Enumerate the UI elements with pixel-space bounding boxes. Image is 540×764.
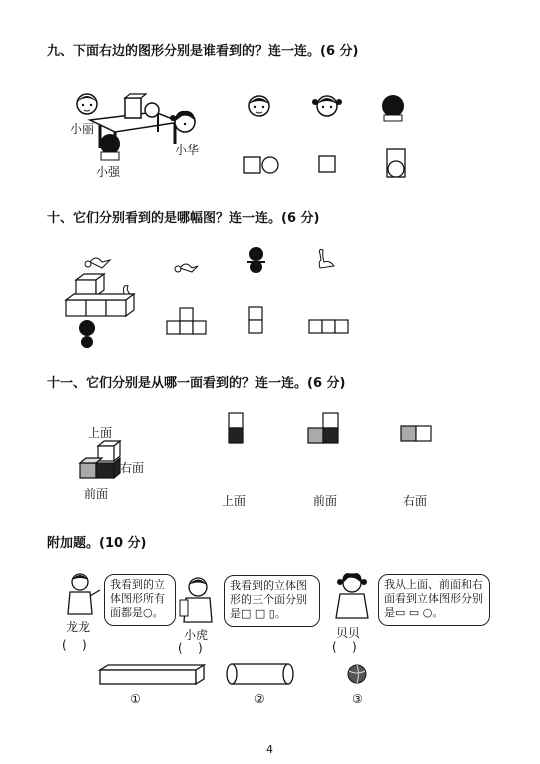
page-number: 4 xyxy=(266,743,273,756)
q9-view-1 xyxy=(243,154,283,176)
shape-label-2: ② xyxy=(254,692,265,706)
q10-bird-icon xyxy=(172,258,200,274)
cube-label-top: 上面 xyxy=(88,426,113,440)
bonus-title: 附加题。(10 分) xyxy=(47,536,147,551)
cuboid-shape xyxy=(96,664,216,688)
q10-swan-icon xyxy=(314,248,336,272)
q9-title: 九、下面右边的图形分别是谁看到的？连一连。(6 分) xyxy=(47,44,359,59)
kid-longlong-figure xyxy=(62,572,102,618)
q10-scene xyxy=(62,250,162,350)
kid-xiaoqiang-figure xyxy=(95,130,125,160)
q10-monkey-icon xyxy=(245,246,267,276)
q11-answer-3: 右面 xyxy=(403,494,428,508)
answer-blank-longlong[interactable]: ( ) xyxy=(62,638,87,652)
q11-view-1 xyxy=(228,412,248,446)
cube-label-front: 前面 xyxy=(84,487,109,501)
shape-label-3: ③ xyxy=(352,692,363,706)
q11-view-2 xyxy=(306,412,342,446)
q10-view-2 xyxy=(248,305,266,337)
answer-blank-beibei[interactable]: ( ) xyxy=(332,640,357,654)
q9-option-head-1 xyxy=(244,92,274,122)
q11-answer-2: 前面 xyxy=(313,494,338,508)
name-longlong: 龙龙 xyxy=(66,620,91,634)
name-beibei: 贝贝 xyxy=(336,626,361,640)
q9-option-head-2 xyxy=(310,92,344,122)
kid-xiaohua-figure xyxy=(170,108,200,142)
q11-title: 十一、它们分别是从哪一面看到的？连一连。(6 分) xyxy=(47,376,346,391)
kid-xiaoli-figure xyxy=(72,90,102,120)
q11-answer-1: 上面 xyxy=(222,494,247,508)
q9-view-2 xyxy=(318,155,338,175)
name-xiaohu: 小虎 xyxy=(184,628,209,642)
speech-text-beibei: 我从上面、前面和右面看到立体图形分别是▭ ▭ ○。 xyxy=(384,578,483,619)
shape-label-1: ① xyxy=(130,692,141,706)
q10-view-3 xyxy=(308,318,352,336)
kid-xiaohu-figure xyxy=(178,576,220,624)
speech-bubble-longlong xyxy=(104,574,176,626)
speech-bubble-xiaohu xyxy=(224,575,320,627)
q10-view-1 xyxy=(166,306,216,340)
name-xiaohua: 小华 xyxy=(175,143,200,157)
q10-title: 十、它们分别看到的是哪幅图？连一连。(6 分) xyxy=(47,211,320,226)
speech-bubble-beibei xyxy=(378,574,490,626)
ball-shape xyxy=(346,663,368,685)
q9-option-head-3 xyxy=(378,92,408,122)
q9-view-3 xyxy=(386,148,408,180)
cylinder-shape xyxy=(226,662,296,688)
name-xiaoqiang: 小强 xyxy=(96,165,121,179)
speech-text-longlong: 我看到的立体图形所有面都是○。 xyxy=(110,578,165,619)
cube-label-right: 右面 xyxy=(120,461,145,475)
name-xiaoli: 小丽 xyxy=(70,122,95,136)
kid-beibei-figure xyxy=(332,572,374,622)
q11-view-3 xyxy=(400,425,436,445)
speech-text-xiaohu: 我看到的立体图形的三个面分别是□ □ ▯。 xyxy=(230,579,307,620)
answer-blank-xiaohu[interactable]: ( ) xyxy=(178,641,203,655)
